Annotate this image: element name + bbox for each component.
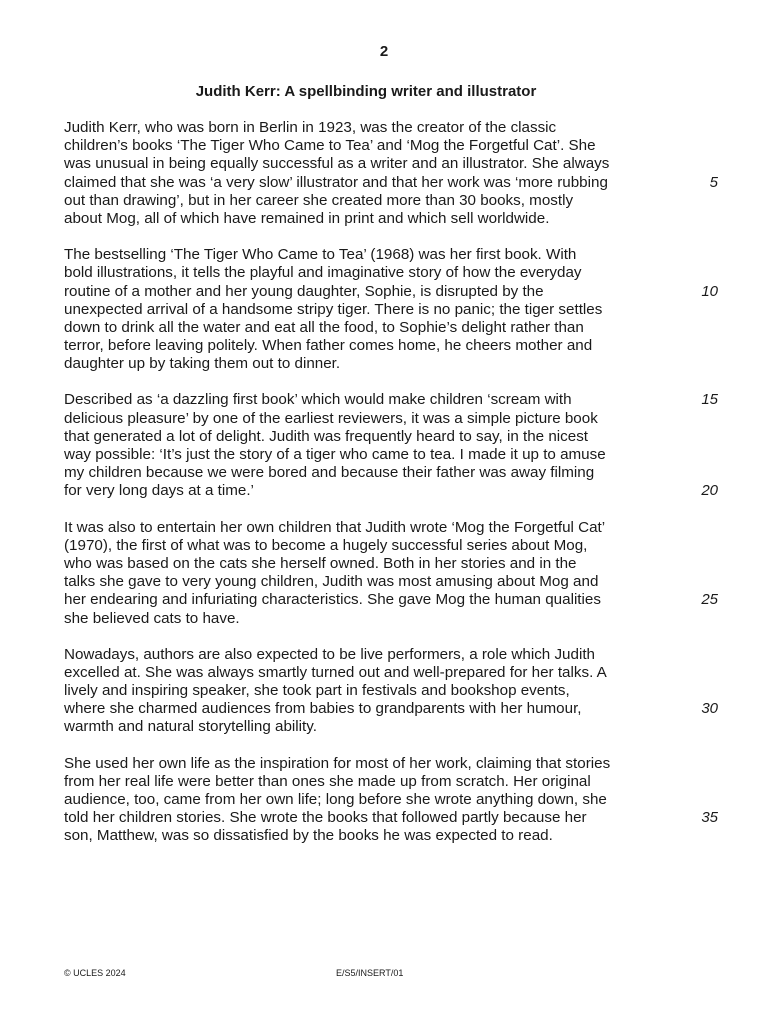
line-text: from her real life were better than ones she made up from scratch. Her original: [64, 772, 591, 790]
line-text: that generated a lot of delight. Judith was frequently heard to say, in the nicest: [64, 427, 589, 445]
line-text: for very long days at a time.’: [64, 482, 254, 500]
line-text: son, Matthew, was so dissatisfied by the books he was expected to read.: [64, 827, 553, 845]
line-text: audience, too, came from her own life; long before she wrote anything down, she: [64, 791, 607, 808]
text-line: [64, 246, 724, 264]
text-line: [64, 283, 724, 301]
text-line: [64, 119, 724, 137]
text-line: [64, 428, 724, 446]
text-line: [64, 682, 724, 700]
text-line: [64, 337, 724, 355]
line-text: told her children stories. She wrote the books that followed partly because her: [64, 809, 587, 827]
line-text: bold illustrations, it tells the playful and imaginative story of how the everyday: [64, 264, 582, 282]
text-line: [64, 610, 724, 628]
line-number: 10: [701, 282, 718, 300]
line-text: down to drink all the water and eat all the food, to Sophie’s delight rather than: [64, 318, 584, 336]
text-line: [64, 519, 724, 537]
line-text: excelled at. She was always smartly turned out and well-prepared for her talks. A: [64, 663, 607, 681]
text-line: [64, 555, 724, 573]
article-title: Judith Kerr: A spellbinding writer and illustrator: [195, 83, 537, 100]
line-number: 5: [709, 173, 718, 191]
text-line: [64, 410, 724, 428]
text-line: [64, 827, 724, 845]
line-text: Described as ‘a dazzling first book’ which would make children ‘scream with: [64, 391, 572, 409]
line-text: my children because we were bored and because their father was away filming: [64, 464, 595, 482]
line-text: terror, before leaving politely. When father comes home, he cheers mother and: [64, 337, 593, 355]
text-line: [64, 791, 724, 809]
text-line: [64, 137, 724, 155]
text-line: [64, 210, 724, 228]
text-line: [64, 482, 724, 500]
text-line: [64, 809, 724, 827]
line-number: 15: [701, 391, 718, 409]
line-number: 35: [701, 809, 718, 827]
text-line: [64, 755, 724, 773]
line-text: who was based on the cats she herself owned. Both in her stories and in the: [64, 554, 577, 572]
paragraph: [64, 119, 724, 228]
text-line: [64, 464, 724, 482]
line-text: (1970), the first of what was to become a hugely successful series about Mog,: [64, 536, 588, 554]
page-number: 2: [379, 43, 389, 60]
text-line: [64, 301, 724, 319]
line-text: routine of a mother and her young daughter, Sophie, is disrupted by the: [64, 282, 544, 300]
line-text: was unusual in being equally successful as a writer and an illustrator. She always: [64, 155, 610, 173]
line-text: her endearing and infuriating characteristics. She gave Mog the human qualities: [64, 591, 601, 609]
line-text: out than drawing’, but in her career she created more than 30 books, mostly: [64, 191, 574, 209]
line-number: 30: [701, 700, 718, 718]
article-body: [64, 119, 724, 864]
paragraph: [64, 519, 724, 628]
text-line: [64, 773, 724, 791]
line-text: she believed cats to have.: [64, 609, 240, 627]
line-text: The bestselling ‘The Tiger Who Came to Tea’ (1968) was her first book. With: [64, 246, 577, 264]
line-text: unexpected arrival of a handsome stripy tiger. There is no panic; the tiger settles: [64, 300, 603, 318]
text-line: [64, 718, 724, 736]
line-text: Judith Kerr, who was born in Berlin in 1923, was the creator of the classic: [64, 119, 557, 136]
paragraph: [64, 755, 724, 846]
paragraph: [64, 646, 724, 737]
text-line: [64, 174, 724, 192]
line-text: It was also to entertain her own children that Judith wrote ‘Mog the Forgetful Cat’: [64, 518, 606, 536]
line-number: 25: [701, 591, 718, 609]
text-line: [64, 319, 724, 337]
text-line: [64, 591, 724, 609]
line-text: claimed that she was ‘a very slow’ illustrator and that her work was ‘more rubbing: [64, 173, 608, 191]
text-line: [64, 155, 724, 173]
text-line: [64, 664, 724, 682]
line-number: 20: [701, 482, 718, 500]
footer-exam-code: E/S5/INSERT/01: [336, 968, 404, 978]
text-line: [64, 192, 724, 210]
line-text: children’s books ‘The Tiger Who Came to Tea’ and ‘Mog the Forgetful Cat’. She: [64, 137, 596, 155]
text-line: [64, 355, 724, 373]
line-text: delicious pleasure’ by one of the earliest reviewers, it was a simple picture book: [64, 409, 598, 427]
line-text: way possible: ‘It’s just the story of a tiger who came to tea. I made it up to amuse: [64, 446, 606, 463]
text-line: [64, 391, 724, 409]
text-line: [64, 264, 724, 282]
text-line: [64, 700, 724, 718]
line-text: lively and inspiring speaker, she took part in festivals and bookshop events,: [64, 682, 570, 700]
line-text: Nowadays, authors are also expected to be live performers, a role which Judith: [64, 645, 595, 663]
text-line: [64, 446, 724, 464]
text-line: [64, 537, 724, 555]
paragraph: [64, 391, 724, 500]
footer-copyright: © UCLES 2024: [64, 968, 126, 978]
text-line: [64, 646, 724, 664]
line-text: talks she gave to very young children, Judith was most amusing about Mog and: [64, 573, 599, 591]
paragraph: [64, 246, 724, 373]
text-line: [64, 573, 724, 591]
line-text: where she charmed audiences from babies to grandparents with her humour,: [64, 700, 582, 718]
line-text: about Mog, all of which have remained in print and which sell worldwide.: [64, 209, 550, 227]
line-text: daughter up by taking them out to dinner.: [64, 355, 341, 373]
line-text: warmth and natural storytelling ability.: [64, 718, 317, 736]
line-text: She used her own life as the inspiration for most of her work, claiming that stories: [64, 754, 611, 772]
